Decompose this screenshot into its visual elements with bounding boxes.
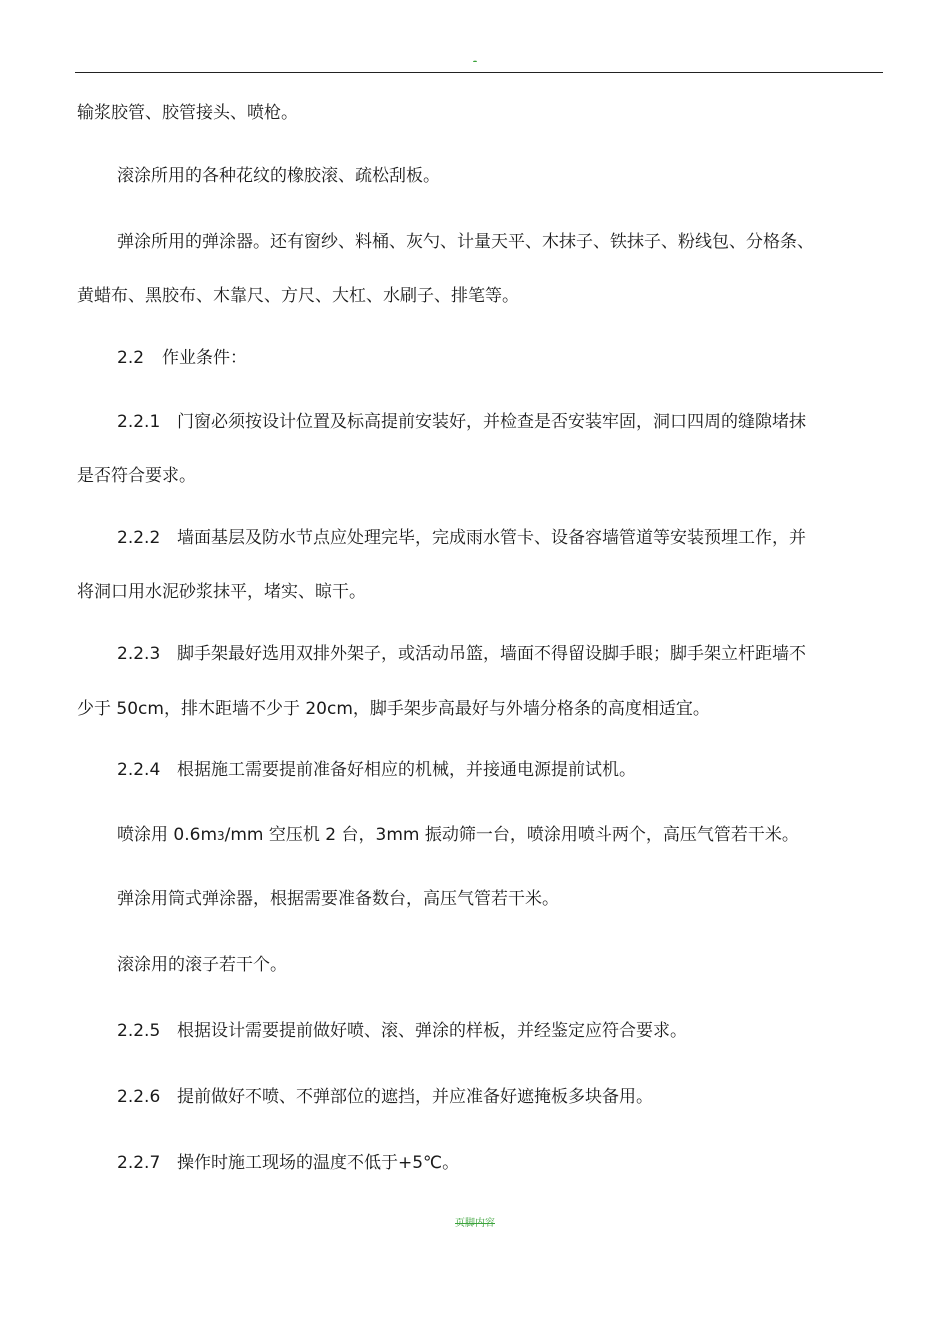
section-title: 作业条件： [162,348,247,368]
item-2-2-5 [117,1020,687,1042]
item-text: 脚手架最好选用双排外架子，或活动吊篮，墙面不得留设脚手眼；脚手架立杆距墙不 [177,644,806,664]
spray-subscript: 3 [217,829,225,843]
item-number: 2.2.2 [117,528,161,548]
item-text: 操作时施工现场的温度不低于+5℃。 [177,1153,460,1173]
paragraph-p2: 滚涂所用的各种花纹的橡胶滚、疏松刮板。 [117,166,440,186]
item-2-2-6 [117,1086,653,1108]
item-text: 墙面基层及防水节点应处理完毕，完成雨水管卡、设备容墙管道等安装预埋工作，并 [177,528,806,548]
item-2-2-3-line2: 少于 50cm，排木距墙不少于 20cm，脚手架步高最好与外墙分格条的高度相适宜。 [77,699,710,719]
item-number: 2.2.3 [117,644,161,664]
item-2-2-4 [117,759,636,781]
spray-text-b: /mm 空压机 2 台，3mm 振动筛一台，喷涂用喷斗两个，高压气管若干米。 [224,825,799,845]
roll-equipment-line: 滚涂用的滚子若干个。 [117,955,287,975]
item-2-2-7 [117,1152,459,1174]
section-number: 2.2 [117,348,145,368]
item-number: 2.2.7 [117,1153,161,1173]
spray-text-a: 喷涂用 0.6m [117,825,217,845]
header-rule [75,72,883,73]
item-number: 2.2.6 [117,1087,161,1107]
item-number: 2.2.5 [117,1021,161,1041]
header-mark: - [473,56,477,67]
paragraph-p3-line2: 黄蜡布、黑胶布、木靠尺、方尺、大杠、水刷子、排笔等。 [77,286,519,306]
item-text: 根据施工需要提前准备好相应的机械，并接通电源提前试机。 [177,760,636,780]
item-2-2-3-line1 [117,643,806,665]
paragraph-p1: 输浆胶管、胶管接头、喷枪。 [77,103,298,123]
item-2-2-2-line1 [117,527,806,549]
item-text: 门窗必须按设计位置及标高提前安装好，并检查是否安装牢固，洞口四周的缝隙堵抹 [177,412,806,432]
item-number: 2.2.4 [117,760,161,780]
item-2-2-1-line2: 是否符合要求。 [77,466,196,486]
spray-equipment-line [117,824,799,847]
item-number: 2.2.1 [117,412,161,432]
paragraph-p3-line1: 弹涂所用的弹涂器。还有窗纱、料桶、灰勺、计量天平、木抹子、铁抹子、粉线包、分格条、 [117,232,814,252]
item-text: 提前做好不喷、不弹部位的遮挡，并应准备好遮掩板多块备用。 [177,1087,653,1107]
item-2-2-2-line2: 将洞口用水泥砂浆抹平，堵实、晾干。 [77,582,366,602]
item-2-2-1-line1 [117,411,806,433]
section-2-2 [117,347,247,369]
item-text: 根据设计需要提前做好喷、滚、弹涂的样板，并经鉴定应符合要求。 [177,1021,687,1041]
flick-equipment-line: 弹涂用筒式弹涂器，根据需要准备数台，高压气管若干米。 [117,889,559,909]
footer-mark: 页脚内容 [455,1218,495,1229]
